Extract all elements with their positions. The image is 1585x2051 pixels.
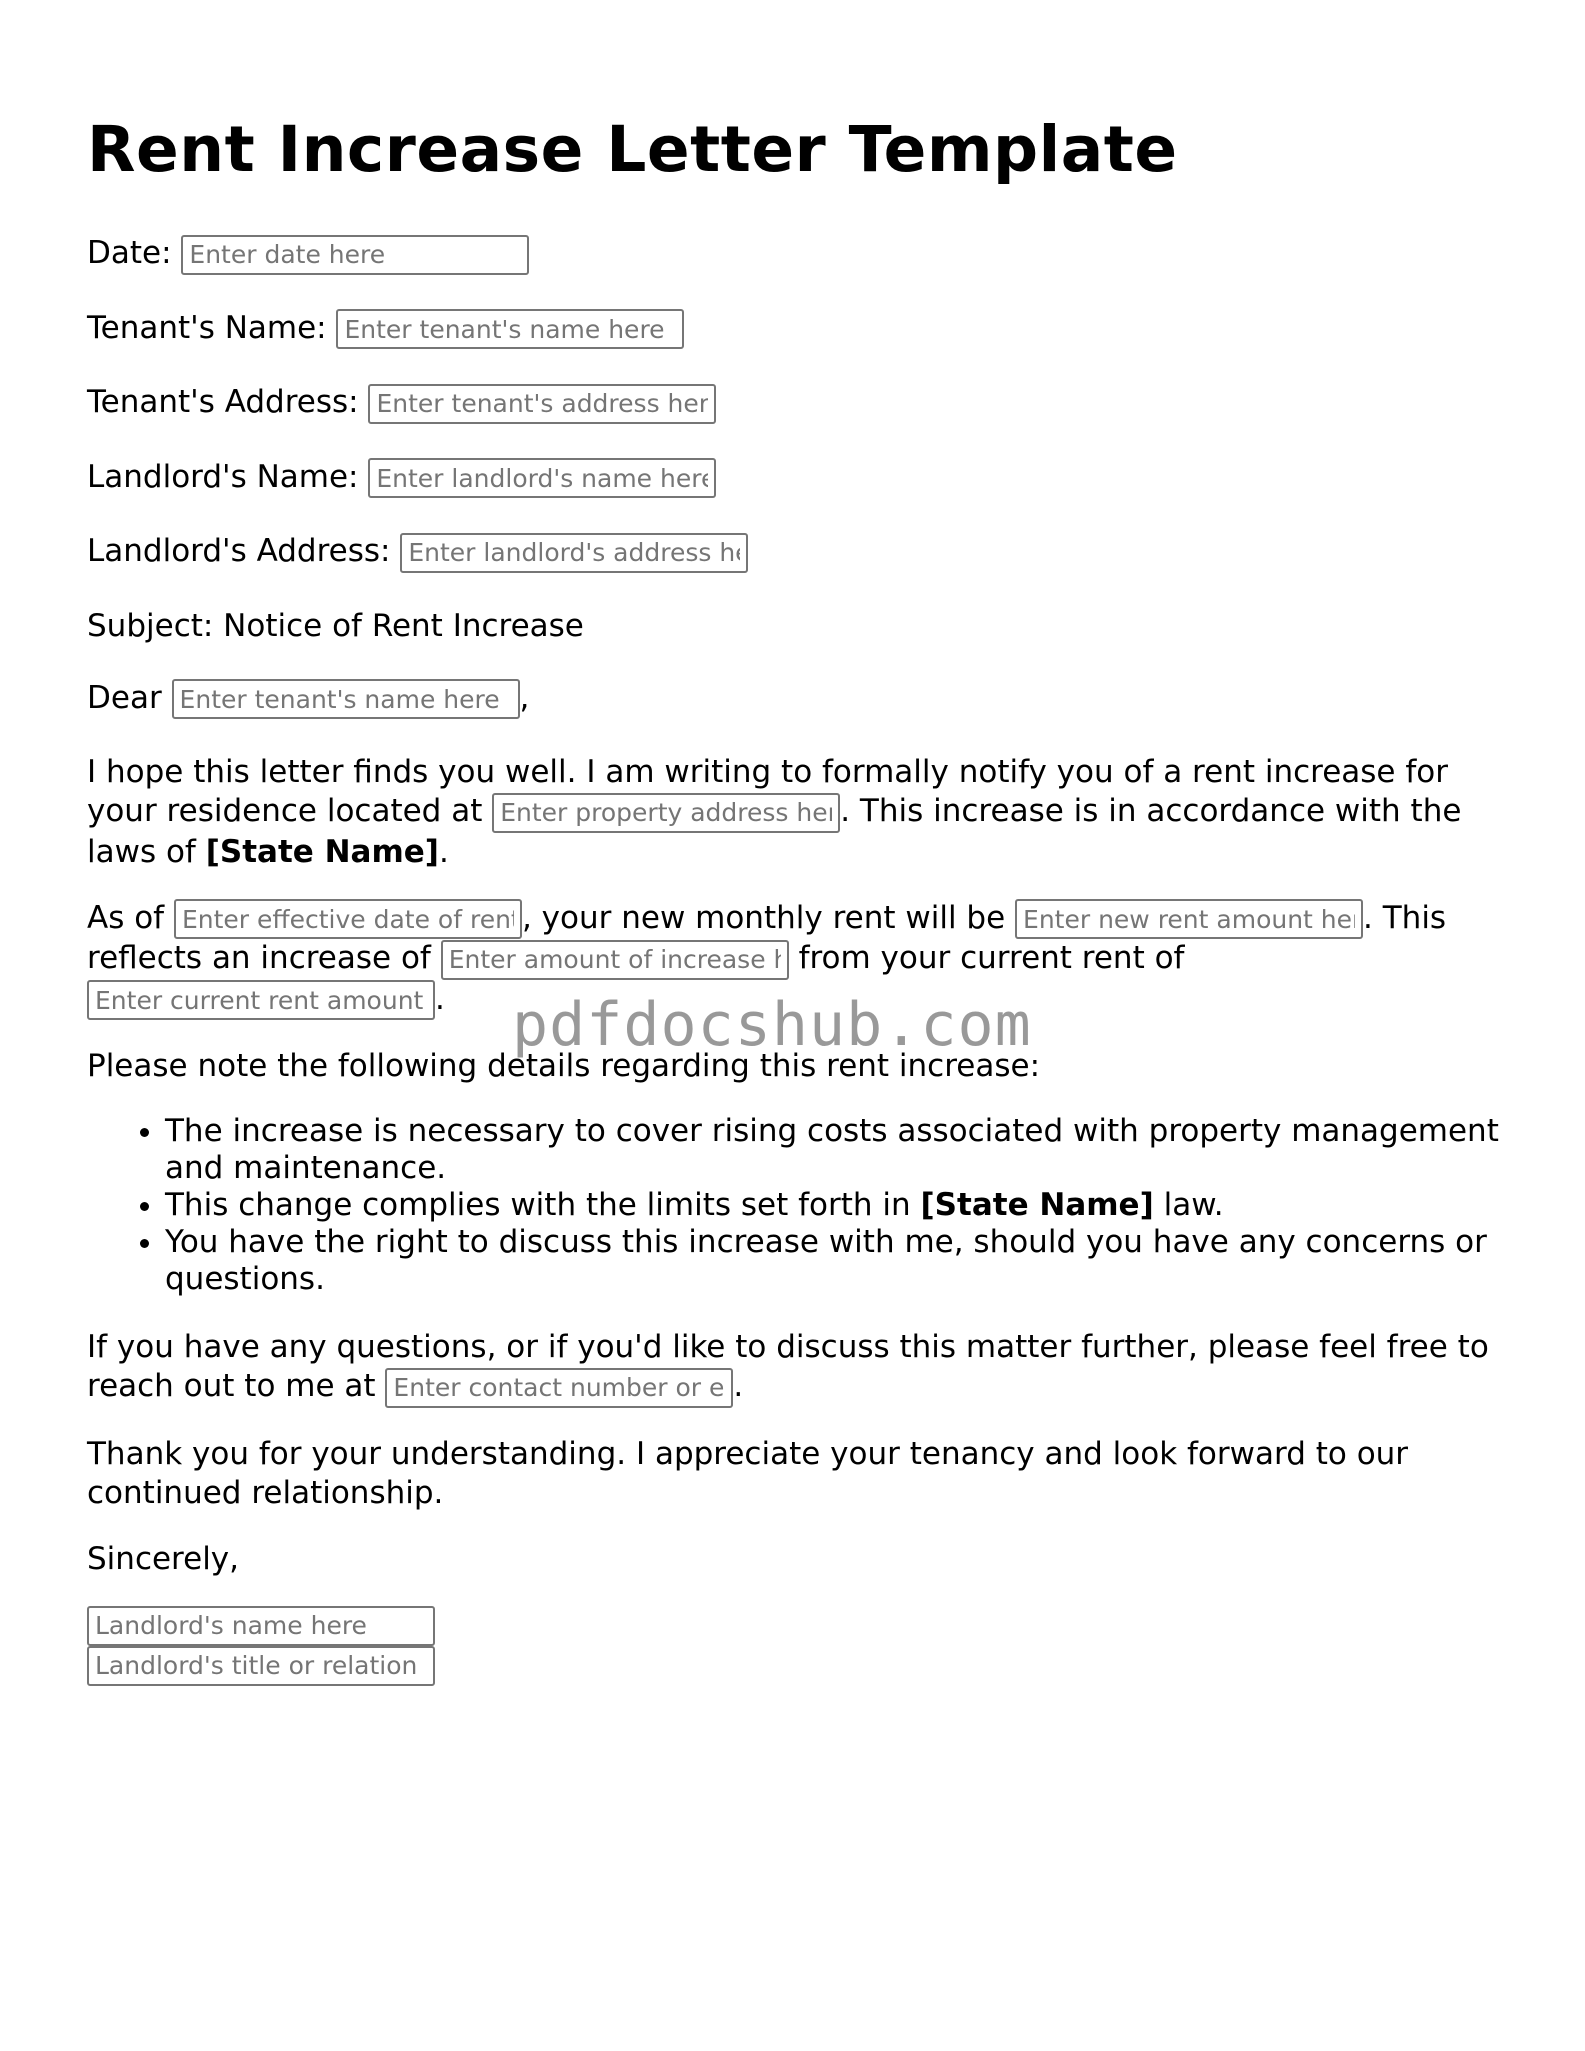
rent-text-3: . This reflects an increase of xyxy=(87,899,1447,976)
watermark: pdfdocshub.com xyxy=(512,990,1032,1060)
state-name-bold: [State Name] xyxy=(920,1187,1154,1223)
landlord-address-label: Landlord's Address: xyxy=(87,533,391,569)
details-intro: Please note the following details regarding this rent increase: xyxy=(87,1048,1041,1084)
rent-details-paragraph xyxy=(87,899,1507,1021)
bullet-text: law. xyxy=(1163,1187,1224,1223)
subject-line: Subject: Notice of Rent Increase xyxy=(87,607,584,644)
rent-text-4: from your current rent of xyxy=(798,940,1185,976)
date-input[interactable] xyxy=(181,235,529,275)
letter-document xyxy=(87,108,1507,1686)
closing-text: Sincerely, xyxy=(87,1540,240,1577)
tenant-address-row xyxy=(87,383,1507,424)
rent-text-1: As of xyxy=(87,899,165,936)
greeting-tenant-input[interactable] xyxy=(172,679,520,719)
tenant-address-input[interactable] xyxy=(368,384,716,424)
greeting-row xyxy=(87,679,1507,720)
page-title: Rent Increase Letter Template xyxy=(87,113,1178,186)
intro-text-2: . This increase is in accordance with the laws of xyxy=(87,793,1462,870)
effective-date-input[interactable] xyxy=(174,899,522,939)
contact-paragraph xyxy=(87,1328,1507,1408)
greeting-suffix: , xyxy=(519,679,530,716)
new-rent-input[interactable] xyxy=(1015,899,1363,939)
landlord-name-label: Landlord's Name: xyxy=(87,458,359,495)
intro-text-3: . xyxy=(438,833,449,870)
landlord-address-input[interactable] xyxy=(400,533,748,573)
signature-title-input[interactable] xyxy=(87,1646,435,1686)
intro-paragraph xyxy=(87,753,1507,872)
signature-name-input[interactable] xyxy=(87,1606,435,1646)
tenant-address-label: Tenant's Address: xyxy=(87,384,359,420)
contact-input[interactable] xyxy=(385,1368,733,1408)
tenant-name-row xyxy=(87,309,1507,350)
list-item: • You have the right to discuss this increase with me, should you have any concerns or questions. xyxy=(165,1224,1507,1298)
list-item: • The increase is necessary to cover rising costs associated with property management and maintenance. xyxy=(165,1113,1507,1187)
greeting-prefix: Dear xyxy=(87,679,162,716)
date-row xyxy=(87,234,1507,275)
landlord-name-row xyxy=(87,458,1507,499)
date-label: Date: xyxy=(87,235,172,271)
landlord-name-input[interactable] xyxy=(368,458,716,498)
tenant-name-input[interactable] xyxy=(336,309,684,349)
current-rent-input[interactable] xyxy=(87,980,435,1020)
intro-text-1: I hope this letter finds you well. I am writing to formally notify you of a rent increase for your residence located at xyxy=(87,754,1448,829)
state-name-bold: [State Name] xyxy=(205,833,439,870)
thanks-paragraph: Thank you for your understanding. I appreciate your tenancy and look forward to our continued relationship. xyxy=(87,1435,1409,1511)
details-list xyxy=(87,1113,1507,1298)
property-address-input[interactable] xyxy=(492,793,840,833)
tenant-name-label: Tenant's Name: xyxy=(87,309,327,346)
rent-text-2: , your new monthly rent will be xyxy=(521,899,1006,936)
bullet-text: This change complies with the limits set forth in xyxy=(165,1187,911,1223)
landlord-address-row xyxy=(87,532,1507,573)
rent-text-5: . xyxy=(435,980,445,1017)
list-item xyxy=(165,1187,1507,1224)
contact-text-1: If you have any questions, or if you'd like to discuss this matter further, please feel free to reach out to me at xyxy=(87,1329,1489,1404)
increase-amount-input[interactable] xyxy=(441,940,789,980)
contact-text-2: . xyxy=(733,1368,744,1404)
